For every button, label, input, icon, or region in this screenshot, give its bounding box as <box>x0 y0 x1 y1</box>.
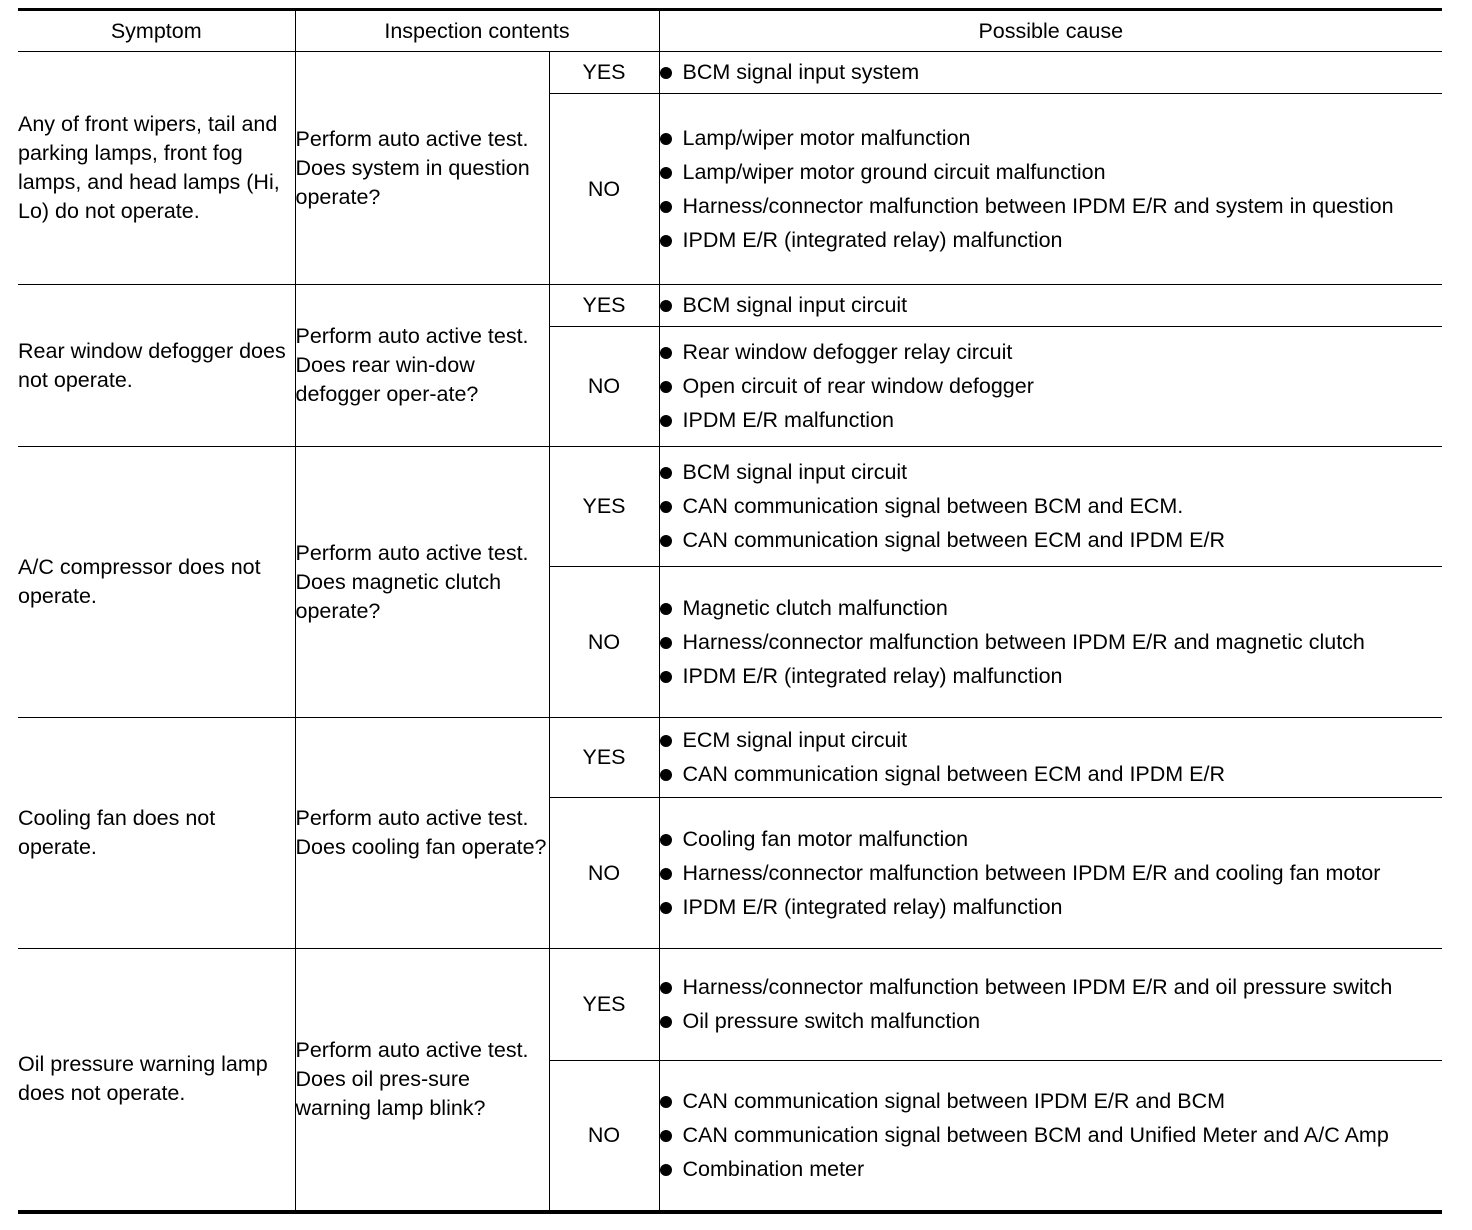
cause-item <box>660 893 1443 922</box>
cause-item <box>660 124 1443 153</box>
cause-item <box>660 628 1443 657</box>
bullet-icon <box>660 735 672 747</box>
inspection-cell: Perform auto active test. Does oil pres-sure warning lamp blink? <box>295 949 549 1212</box>
inspection-cell: Perform auto active test. Does cooling fan operate? <box>295 718 549 949</box>
header-inspection: Inspection contents <box>295 10 659 52</box>
answer-no: NO <box>549 567 659 718</box>
cause-item <box>660 526 1443 555</box>
cause-text: Harness/connector malfunction between IPDM E/R and magnetic clutch <box>682 629 1365 654</box>
answer-no: NO <box>549 1061 659 1212</box>
no-causes-cell <box>659 1061 1442 1212</box>
bullet-icon <box>660 1130 672 1142</box>
bullet-icon <box>660 1096 672 1108</box>
bullet-icon <box>660 671 672 683</box>
cause-item <box>660 291 1443 320</box>
no-causes-cell <box>659 798 1442 949</box>
cause-text: Harness/connector malfunction between IPDM E/R and system in question <box>682 193 1394 218</box>
answer-yes: YES <box>549 447 659 567</box>
answer-yes: YES <box>549 285 659 327</box>
bullet-icon <box>660 67 672 79</box>
cause-item <box>660 1007 1443 1036</box>
cause-text: CAN communication signal between ECM and IPDM E/R <box>682 528 1226 552</box>
cause-list <box>660 291 1443 320</box>
bullet-icon <box>660 637 672 649</box>
no-causes-cell <box>659 327 1442 447</box>
cause-text: CAN communication signal between ECM and IPDM E/R <box>682 762 1226 786</box>
cause-list <box>660 1087 1443 1184</box>
table-row-yes <box>18 718 1442 798</box>
yes-causes-cell <box>659 52 1442 94</box>
bullet-icon <box>660 167 672 179</box>
no-causes-cell <box>659 567 1442 718</box>
cause-item <box>660 973 1443 1002</box>
bullet-icon <box>660 133 672 145</box>
bullet-icon <box>660 235 672 247</box>
bullet-icon <box>660 769 672 781</box>
header-symptom: Symptom <box>18 10 295 52</box>
cause-list <box>660 58 1443 87</box>
cause-item <box>660 760 1443 789</box>
cause-text: Combination meter <box>682 1156 865 1181</box>
answer-yes: YES <box>549 718 659 798</box>
cause-item <box>660 192 1443 221</box>
diagnosis-table <box>18 8 1442 1214</box>
answer-no: NO <box>549 798 659 949</box>
bullet-icon <box>660 982 672 994</box>
header-possible-cause: Possible cause <box>659 10 1442 52</box>
cause-list <box>660 338 1443 435</box>
bullet-icon <box>660 1164 672 1176</box>
table-row-yes <box>18 285 1442 327</box>
cause-item <box>660 1121 1443 1150</box>
cause-list <box>660 124 1443 255</box>
table-body <box>18 52 1442 1212</box>
cause-item <box>660 662 1443 691</box>
table-row-yes <box>18 52 1442 94</box>
answer-no: NO <box>549 327 659 447</box>
cause-item <box>660 158 1443 187</box>
cause-text: CAN communication signal between BCM and ECM. <box>682 494 1184 518</box>
cause-item <box>660 859 1443 888</box>
inspection-cell: Perform auto active test. Does rear win-dow defogger oper-ate? <box>295 285 549 447</box>
cause-text: IPDM E/R (integrated relay) malfunction <box>682 894 1063 919</box>
bullet-icon <box>660 834 672 846</box>
bullet-icon <box>660 467 672 479</box>
answer-yes: YES <box>549 949 659 1061</box>
cause-text: IPDM E/R (integrated relay) malfunction <box>682 227 1063 252</box>
cause-text: CAN communication signal between BCM and Unified Meter and A/C Amp <box>682 1122 1389 1147</box>
cause-text: BCM signal input circuit <box>682 460 908 484</box>
cause-text: IPDM E/R (integrated relay) malfunction <box>682 663 1063 688</box>
cause-text: BCM signal input circuit <box>682 293 908 317</box>
yes-causes-cell <box>659 718 1442 798</box>
cause-item <box>660 726 1443 755</box>
cause-list <box>660 973 1443 1036</box>
cause-text: Open circuit of rear window defogger <box>682 374 1034 398</box>
bullet-icon <box>660 201 672 213</box>
bullet-icon <box>660 603 672 615</box>
cause-item <box>660 458 1443 487</box>
bullet-icon <box>660 501 672 513</box>
table-row-yes <box>18 949 1442 1061</box>
symptom-cell: Rear window defogger does not operate. <box>18 285 295 447</box>
cause-item <box>660 492 1443 521</box>
yes-causes-cell <box>659 949 1442 1061</box>
answer-yes: YES <box>549 52 659 94</box>
cause-item <box>660 825 1443 854</box>
cause-item <box>660 1087 1443 1116</box>
cause-text: BCM signal input system <box>682 60 920 84</box>
cause-item <box>660 1155 1443 1184</box>
symptom-cell: Oil pressure warning lamp does not operate. <box>18 949 295 1212</box>
bullet-icon <box>660 415 672 427</box>
cause-text: Magnetic clutch malfunction <box>682 595 948 620</box>
cause-item <box>660 226 1443 255</box>
cause-list <box>660 825 1443 922</box>
cause-list <box>660 594 1443 691</box>
cause-item <box>660 58 1443 87</box>
cause-item <box>660 594 1443 623</box>
bullet-icon <box>660 300 672 312</box>
cause-item <box>660 372 1443 401</box>
cause-text: Rear window defogger relay circuit <box>682 340 1013 364</box>
cause-text: CAN communication signal between IPDM E/R and BCM <box>682 1088 1226 1113</box>
bullet-icon <box>660 347 672 359</box>
cause-list <box>660 726 1443 789</box>
cause-text: Lamp/wiper motor ground circuit malfunction <box>682 159 1106 184</box>
cause-item <box>660 406 1443 435</box>
bullet-icon <box>660 902 672 914</box>
no-causes-cell <box>659 94 1442 285</box>
cause-list <box>660 458 1443 555</box>
cause-text: Harness/connector malfunction between IPDM E/R and cooling fan motor <box>682 860 1381 885</box>
bullet-icon <box>660 868 672 880</box>
bullet-icon <box>660 1016 672 1028</box>
symptom-cell: Cooling fan does not operate. <box>18 718 295 949</box>
inspection-cell: Perform auto active test. Does system in question operate? <box>295 52 549 285</box>
cause-text: ECM signal input circuit <box>682 728 908 752</box>
cause-text: Harness/connector malfunction between IPDM E/R and oil pressure switch <box>682 975 1393 999</box>
inspection-cell: Perform auto active test. Does magnetic clutch operate? <box>295 447 549 718</box>
answer-no: NO <box>549 94 659 285</box>
cause-text: IPDM E/R malfunction <box>682 408 894 432</box>
cause-text: Oil pressure switch malfunction <box>682 1009 981 1033</box>
cause-item <box>660 338 1443 367</box>
yes-causes-cell <box>659 447 1442 567</box>
cause-text: Lamp/wiper motor malfunction <box>682 125 971 150</box>
bullet-icon <box>660 381 672 393</box>
header-row <box>18 10 1442 52</box>
bullet-icon <box>660 535 672 547</box>
symptom-cell: Any of front wipers, tail and parking lamps, front fog lamps, and head lamps (Hi, Lo) do not operate. <box>18 52 295 285</box>
yes-causes-cell <box>659 285 1442 327</box>
cause-text: Cooling fan motor malfunction <box>682 826 969 851</box>
table-row-yes <box>18 447 1442 567</box>
symptom-cell: A/C compressor does not operate. <box>18 447 295 718</box>
